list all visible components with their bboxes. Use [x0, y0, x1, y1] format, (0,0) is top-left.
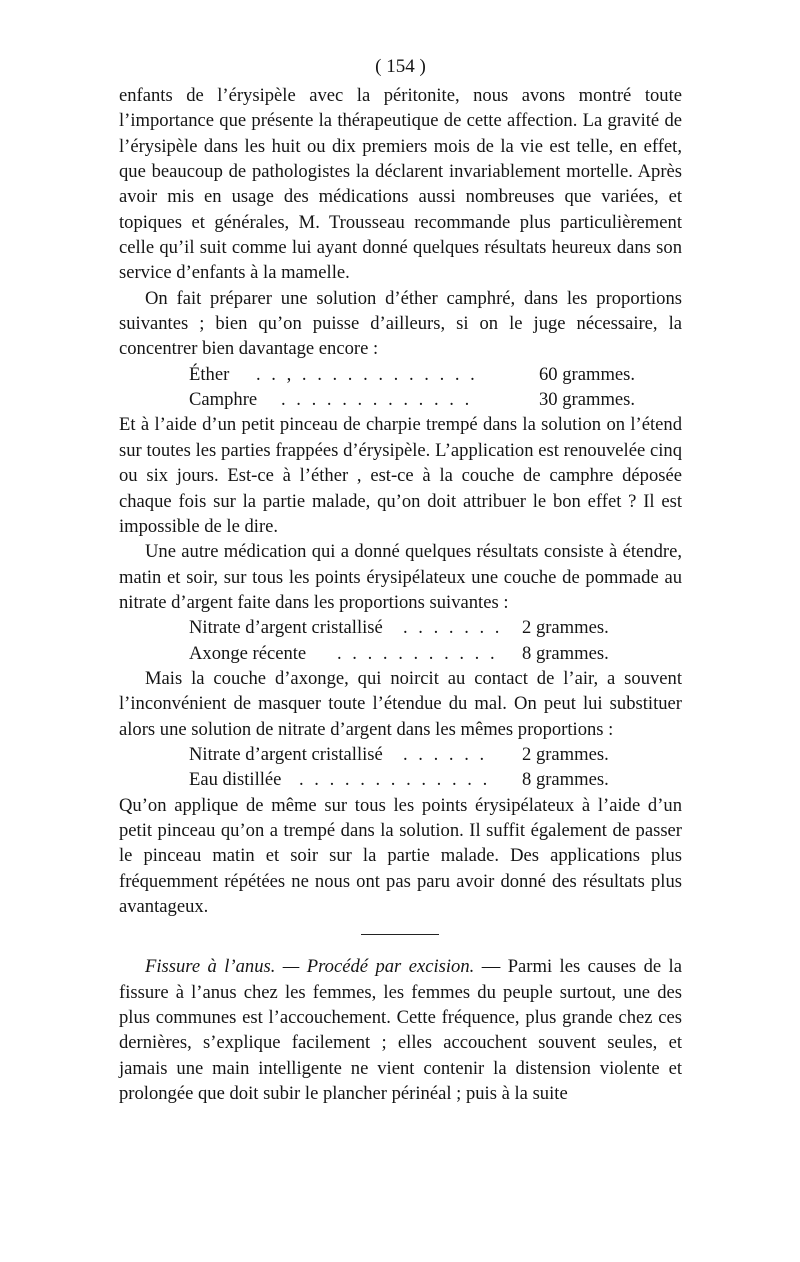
- paragraph-7: [119, 954, 682, 1106]
- quantity: 30 grammes.: [539, 389, 636, 411]
- section-divider: [361, 934, 439, 935]
- recipe-line: [119, 767, 682, 792]
- dot-leader: . . , . . . . . . . . . . . .: [256, 363, 478, 385]
- dot-leader: . . . . . . .: [403, 617, 503, 639]
- recipe-ether-camphor: [119, 362, 682, 413]
- page-number: ( 154 ): [375, 56, 426, 77]
- recipe-line: [119, 615, 682, 640]
- quantity: 60 grammes.: [539, 363, 636, 385]
- recipe-silver-nitrate-solution: [119, 742, 682, 793]
- ingredient: Axonge récente: [189, 642, 307, 664]
- quantity: 2 grammes.: [522, 743, 609, 765]
- book-page: [119, 54, 682, 1106]
- dot-leader: . . . . . . . . . . . . .: [281, 389, 473, 411]
- section-text: — Parmi les causes de la fissure à l’anus chez les femmes, les femmes du peuple surtout, une des plus communes est l’accouchement. Cette fréquence, plus grande chez ces dernières, s’explique facilement ; elles accouchent souvent seules, et jamais une main intelligente ne vient contenir la distension violente et prolongée que doit subir le plancher périnéal ; puis à la suite: [119, 956, 682, 1105]
- paragraph-1: enfants de l’érysipèle avec la péritonite, nous avons montré toute l’importance que présente la thérapeutique de cette affection. La gravité de l’érysipèle dans les huit ou dix premiers mois de la vie est telle, en effet, que beaucoup de pathologistes la déclarent invariablement mortelle. Après avoir mis en usage des médications aussi nombreuses que variées, et topiques et générales, M. Trousseau recommande plus particulièrement celle qu’il suit comme lui ayant donné quelques résultats heureux dans son service d’enfants à la mamelle.: [119, 85, 682, 284]
- recipe-line: [119, 387, 682, 412]
- ingredient: Nitrate d’argent cristallisé: [189, 617, 383, 639]
- paragraph-4: Une autre médication qui a donné quelques résultats consiste à étendre, matin et soir, sur tous les points érysipélateux une couche de pommade au nitrate d’argent faite dans les proportions suivantes :: [119, 541, 682, 613]
- quantity: 2 grammes.: [522, 617, 609, 639]
- recipe-line: [119, 362, 682, 387]
- quantity: 8 grammes.: [522, 769, 609, 791]
- section-title: Fissure à l’anus. — Procédé par excision.: [145, 956, 475, 978]
- paragraph-3: Et à l’aide d’un petit pinceau de charpie trempé dans la solution on l’étend sur toutes les parties frappées d’érysipèle. L’application est renouvelée cinq ou six jours. Est-ce à l’éther , est-ce à la couche de camphre déposée chaque fois sur la partie malade, qu’on doit attribuer le bon effet ? Il est impossible de le dire.: [119, 414, 682, 537]
- paragraph-5: Mais la couche d’axonge, qui noircit au contact de l’air, a souvent l’inconvénient de masquer toute l’étendue du mal. On peut lui substituer alors une solution de nitrate d’argent dans les mêmes proportions :: [119, 667, 682, 740]
- recipe-line: [119, 641, 682, 666]
- quantity: 8 grammes.: [522, 642, 609, 664]
- ingredient: Camphre: [189, 389, 258, 411]
- recipe-line: [119, 742, 682, 767]
- dot-leader: . . . . . . . . . . . . .: [299, 769, 491, 791]
- ingredient: Nitrate d’argent cristallisé: [189, 743, 383, 765]
- dot-leader: . . . . . . . . . . .: [337, 642, 498, 664]
- recipe-silver-nitrate-ointment: [119, 615, 682, 666]
- dot-leader: . . . . . .: [403, 743, 488, 765]
- ingredient: Eau distillée: [189, 769, 282, 791]
- paragraph-2: On fait préparer une solution d’éther camphré, dans les proportions suivantes ; bien qu’on puisse d’ailleurs, si on le juge nécessaire, la concentrer bien davantage encore :: [119, 287, 682, 360]
- ingredient: Éther: [189, 363, 230, 385]
- paragraph-6: Qu’on applique de même sur tous les points érysipélateux à l’aide d’un petit pinceau qu’on a trempé dans la solution. Il suffit également de passer le pinceau matin et soir sur la partie malade. Des applications plus fréquemment répétées ne nous ont pas paru avoir donné des résultats plus avantageux.: [119, 794, 682, 917]
